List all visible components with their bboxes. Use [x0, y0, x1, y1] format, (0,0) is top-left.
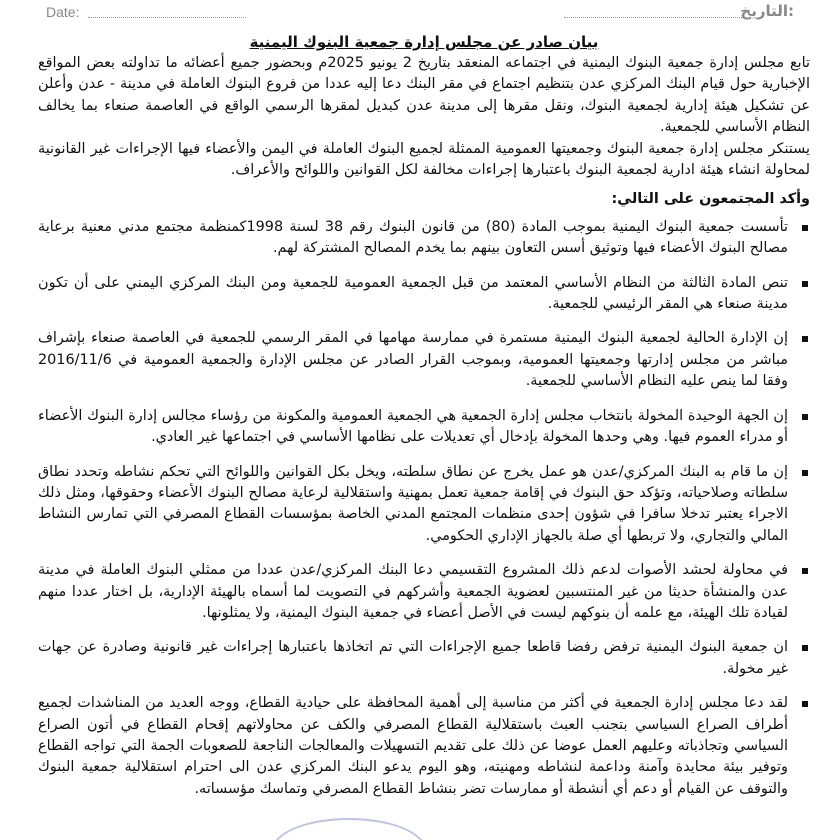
square-bullet-icon [802, 225, 808, 231]
resolution-text: ان جمعية البنوك اليمنية ترفض رفضا قاطعا جميع الإجراءات التي تم اتخاذها باعتبارها إجراءات غير قانونية وصادرة عن جهات غير مخولة. [38, 639, 788, 677]
resolution-item [38, 693, 810, 800]
square-bullet-icon [802, 281, 808, 287]
resolution-item [38, 462, 810, 548]
resolution-text: لقد دعا مجلس إدارة الجمعية في أكثر من مناسبة إلى أهمية المحافظة على حيادية القطاع، ووجه العديد من المناشدات لجميع أطراف الصراع السياسي بتجنب العبث باستقلالية القطاع المصرفي والكف عن محاولاتهم إقحام القطاع في أتون الصراع السياسي وتجاذباته وعليهم العمل عوضا عن ذلك على تقديم التسهيلات والمعالجات الناجعة للصعوبات الجمة التي تواجه القطاع وتوفير بيئة محايدة وآمنة وداعمة لنشاطه ومهنيته، وهو اليوم يدعو البنك المركزي عدن الى احترام استقلالية جمعية البنوك والتوقف عن القيام أو دعم أي أنشطة أو ممارسات تضر بنشاط القطاع المصرفي وتماسك مؤسساته. [38, 695, 788, 797]
resolution-item [38, 273, 810, 316]
resolution-item [38, 328, 810, 392]
intro-paragraph-2: يستنكر مجلس إدارة جمعية البنوك وجمعيتها العمومية الممثلة لجميع البنوك العاملة في اليمن والأعضاء فيها الإجراءات غير القانونية لمحاولة انشاء هيئة ادارية لجمعية البنوك باعتبارها إجراءات مخالفة لكل القوانين واللوائح والأعراف. [38, 140, 810, 179]
resolution-item [38, 637, 810, 680]
official-stamp [272, 818, 426, 840]
resolution-item [38, 217, 810, 260]
date-label-en: Date: [46, 4, 80, 20]
resolutions-heading: وأكد المجتمعون على التالي: [611, 191, 810, 208]
resolution-item [38, 406, 810, 449]
square-bullet-icon [802, 645, 808, 651]
statement-body [38, 32, 810, 813]
intro-paragraph-1: تابع مجلس إدارة جمعية البنوك اليمنية في اجتماعه المنعقد بتاريخ 2 يونيو 2025م وبحضور جميع أعضائه ما تداولته بعض المواقع الإخبارية حول قيام البنك المركزي عدن بتنظيم اجتماع في مقر البنك دعا إليه عددا من فروع البنوك العاملة في مدينة - عدن وأعلن عن تشكيل هيئة إدارية لجمعية البنوك، ونقل مقرها إلى مدينة عدن كبديل لمقرها الرسمي الواقع في العاصمة صنعاء بما يخالف النظام الأساسي للجمعية. [38, 55, 810, 136]
resolution-item [38, 560, 810, 624]
square-bullet-icon [802, 701, 808, 707]
statement-title: بيان صادر عن مجلس إدارة جمعية البنوك اليمنية [249, 33, 599, 51]
resolution-text: إن ما قام به البنك المركزي/عدن هو عمل يخرج عن نطاق سلطته، ويخل بكل القوانين واللوائح التي تحكم نشاطه وتحدد نطاق سلطاته وصلاحياته، وتؤكد حق البنوك في إقامة جمعية تعمل بمهنية واستقلالية لرعاية مصالح البنوك الأعضاء وحقوقها، ومثل ذلك الاجراء يعتبر تدخلا سافرا في شؤون إحدى منظمات المجتمع المدني الخاصة بمؤسسات القطاع المصرفي التي تمارس النشاط المالي والتجاري، ولا تربطها أي صلة بالجهاز الإداري الحكومي. [38, 463, 788, 544]
date-line-en [88, 17, 246, 18]
square-bullet-icon [802, 470, 808, 476]
letterhead-date-row [0, 0, 840, 24]
date-label-ar: التاريخ: [740, 2, 794, 20]
resolutions-list [38, 217, 810, 800]
date-line-ar [564, 17, 742, 18]
square-bullet-icon [802, 568, 808, 574]
resolution-text: إن الجهة الوحيدة المخولة بانتخاب مجلس إدارة الجمعية هي الجمعية العمومية والمكونة من رؤساء مجالس إدارة البنوك الأعضاء أو مدراء العموم فيها. وهي وحدها المخولة بإدخال أي تعديلات على نظامها الأساسي في اجتماعها غير العادي. [38, 407, 788, 446]
square-bullet-icon [802, 414, 808, 420]
resolution-text: تنص المادة الثالثة من النظام الأساسي المعتمد من قبل الجمعية العمومية للجمعية ومن البنك المركزي اليمني على أن تكون مدينة صنعاء هي المقر الرئيسي للجمعية. [38, 274, 788, 313]
resolution-text: في محاولة لحشد الأصوات لدعم ذلك المشروع التقسيمي دعا البنك المركزي/عدن عددا من ممثلي البنوك العاملة في مدينة عدن والمنشأة حديثا من غير المنتسبين لعضوية الجمعية وأشركهم في التصويت لما أسماه بالهيئة الإدارية، بل اختار عددا منهم لقيادة تلك الهيئة، مع علمه أن بنوكهم ليست في الأصل أعضاء في جمعية البنوك اليمنية، ولا يمثلونها. [38, 562, 788, 621]
square-bullet-icon [802, 336, 808, 342]
resolution-text: إن الإدارة الحالية لجمعية البنوك اليمنية مستمرة في ممارسة مهامها في المقر الرسمي للجمعية في العاصمة صنعاء بإشراف مباشر من مجلس إدارتها وجمعيتها العمومية، وبموجب القرار الصادر عن مجلس الإدارة والجمعية العمومية في 2016/11/6 وفقا لما ينص عليه النظام الأساسي للجمعية. [38, 330, 788, 390]
resolution-text: تأسست جمعية البنوك اليمنية بموجب المادة (80) من قانون البنوك رقم 38 لسنة 1998كمنظمة مجتمع مدني معنية برعاية مصالح البنوك الأعضاء فيها وتوثيق أسس التعاون بينهم بما يخدم المصالح المشتركة لهم. [38, 218, 788, 257]
